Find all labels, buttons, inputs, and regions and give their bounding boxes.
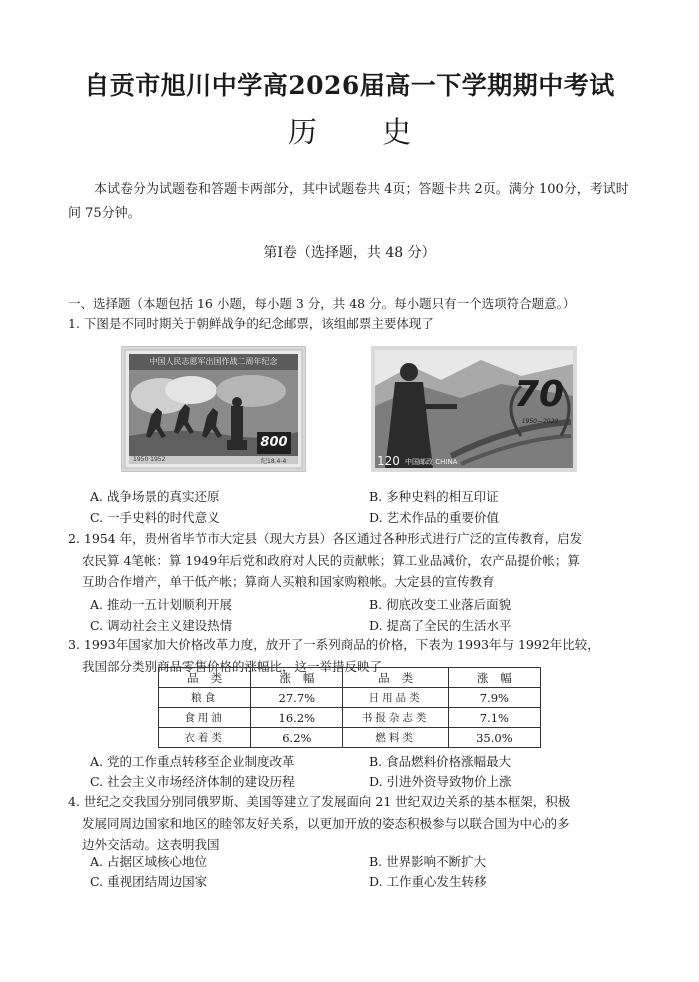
q4-stem-line-1: 4. 世纪之交我国分别同俄罗斯、美国等建立了发展面向 21 世纪双边关系的基本框架，积极	[68, 794, 571, 809]
q4-stem-line-3: 边外交活动。这表明我国	[82, 837, 220, 852]
price-increase-table	[158, 667, 541, 748]
section-heading: 一、选择题（本题包括 16 小题，每小题 3 分，共 48 分。每小题只有一个选项符合题意。）	[68, 296, 576, 311]
right-stamp-denomination: 120	[377, 454, 400, 468]
table-cell: 27.7%	[251, 688, 343, 708]
table-header-cell: 涨幅	[448, 668, 540, 688]
table-row	[159, 688, 541, 708]
q3-option-a: A. 党的工作重点转移至企业制度改革	[90, 754, 295, 769]
q4-option-d: D. 工作重心发生转移	[369, 874, 487, 889]
table-cell: 衣着类	[159, 728, 251, 748]
table-row	[159, 728, 541, 748]
left-stamp-code: 纪18.4-4	[261, 458, 287, 465]
table-cell: 燃料类	[343, 728, 448, 748]
q1-option-b: B. 多种史料的相互印证	[369, 489, 499, 504]
question-2-stem	[68, 528, 638, 593]
table-header-cell: 涨幅	[251, 668, 343, 688]
table-header-cell: 品类	[343, 668, 448, 688]
table-cell: 7.9%	[448, 688, 540, 708]
table-cell: 粮食	[159, 688, 251, 708]
question-1-stem: 1. 下图是不同时期关于朝鲜战争的纪念邮票，该组邮票主要体现了	[68, 316, 434, 331]
q3-option-d: D. 引进外资导致物价上涨	[369, 774, 512, 789]
table-cell: 书报杂志类	[343, 708, 448, 728]
q2-option-c: C. 调动社会主义建设热情	[90, 618, 233, 633]
subject-title: 历 史	[287, 115, 440, 149]
left-stamp-denomination: 800	[260, 435, 288, 450]
table-header-cell: 品类	[159, 668, 251, 688]
right-stamp-years: 1950—2020	[521, 418, 559, 425]
q1-option-d: D. 艺术作品的重要价值	[369, 510, 500, 525]
q1-option-a: A. 战争场景的真实还原	[90, 489, 220, 504]
q4-option-c: C. 重视团结周边国家	[90, 874, 208, 889]
stamp-volunteer-army	[121, 346, 306, 472]
q1-option-c: C. 一手史料的时代意义	[90, 510, 220, 525]
q3-stem-line-1: 3. 1993年国家加大价格改革力度，放开了一系列商品的价格，下表为 1993年与 1992年比较，	[68, 637, 600, 652]
q4-option-b: B. 世界影响不断扩大	[369, 854, 487, 869]
q4-stem-line-2: 发展同周边国家和地区的睦邻友好关系，以更加开放的姿态积极参与以联合国为中心的多	[82, 815, 570, 831]
right-stamp-big-number: 70	[513, 374, 565, 415]
q2-option-a: A. 推动一五计划顺利开展	[90, 597, 232, 612]
q2-stem-line-1: 2. 1954 年，贵州省毕节市大定县（现大方县）各区通过各种形式进行广泛的宣传教育，启发	[68, 531, 583, 546]
left-stamp-year: 1950·1952	[133, 456, 166, 463]
table-cell: 6.2%	[251, 728, 343, 748]
left-stamp-top-text: 中国人民志愿军出国作战二周年纪念	[149, 357, 278, 366]
q2-option-d: D. 提高了全民的生活水平	[369, 618, 512, 633]
exam-intro: 本试卷分为试题卷和答题卡两部分，其中试题卷共 4页；答题卡共 2页。满分 100分，考试时间 75分钟。	[68, 182, 629, 221]
q2-option-b: B. 彻底改变工业落后面貌	[369, 597, 512, 612]
stamp-70th-anniversary	[371, 346, 577, 472]
right-stamp-country: 中国邮政 CHINA	[405, 458, 458, 466]
table-cell: 35.0%	[448, 728, 540, 748]
q3-stem-line-2: 我国部分类别商品零售价格的涨幅比，这一举措反映了	[82, 658, 383, 674]
part-title: 第Ⅰ卷（选择题，共 48 分）	[263, 245, 436, 261]
table-cell: 7.1%	[448, 708, 540, 728]
exam-title: 自贡市旭川中学高2026届高一下学期期中考试	[84, 71, 615, 100]
q2-stem-line-3: 互助合作增产，单干低产帐；算商人买粮和国家购粮帐。大定县的宣传教育	[82, 574, 495, 589]
table-cell: 食用油	[159, 708, 251, 728]
q3-option-b: B. 食品燃料价格涨幅最大	[369, 754, 512, 769]
table-row	[159, 708, 541, 728]
table-header-row	[159, 668, 541, 688]
q4-option-a: A. 占据区域核心地位	[90, 854, 207, 869]
table-cell: 16.2%	[251, 708, 343, 728]
question-4-stem	[68, 791, 638, 856]
table-cell: 日用品类	[343, 688, 448, 708]
q2-stem-line-2: 农民算 4笔帐：算 1949年后党和政府对人民的贡献帐；算工业品减价，农产品提价帐；算	[82, 552, 580, 568]
q3-option-c: C. 社会主义市场经济体制的建设历程	[90, 774, 295, 789]
